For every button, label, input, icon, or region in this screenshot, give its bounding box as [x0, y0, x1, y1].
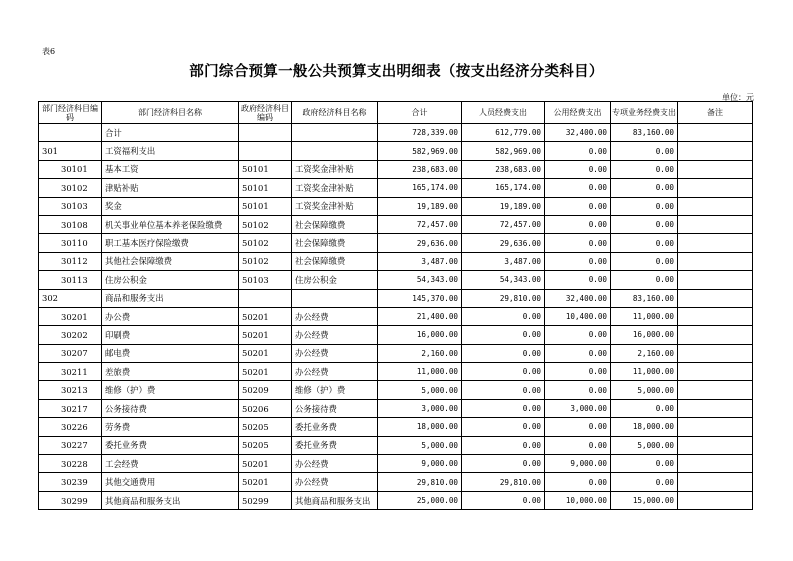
cell-note: [678, 455, 753, 473]
cell-personnel: 165,174.00: [462, 179, 545, 197]
cell-personnel: 582,969.00: [462, 142, 545, 160]
cell-public: 0.00: [545, 271, 611, 289]
cell-note: [678, 124, 753, 142]
cell-personnel: 54,343.00: [462, 271, 545, 289]
cell-personnel: 612,779.00: [462, 124, 545, 142]
cell-gov-code: 50103: [239, 271, 292, 289]
cell-gov-code: 50201: [239, 363, 292, 381]
cell-special: 0.00: [611, 160, 678, 178]
table-row: [39, 491, 753, 509]
cell-dept-name: 劳务费: [102, 418, 239, 436]
table-row: [39, 124, 753, 142]
cell-total: 3,487.00: [378, 252, 462, 270]
cell-gov-name: 办公经费: [292, 363, 378, 381]
cell-note: [678, 271, 753, 289]
cell-gov-name: 工资奖金津补贴: [292, 179, 378, 197]
cell-dept-name: 住房公积金: [102, 271, 239, 289]
cell-personnel: 3,487.00: [462, 252, 545, 270]
header-gov-code: 政府经济科目编码: [239, 102, 292, 124]
cell-dept-name: 公务接待费: [102, 399, 239, 417]
cell-special: 0.00: [611, 473, 678, 491]
cell-special: 0.00: [611, 179, 678, 197]
cell-total: 2,160.00: [378, 344, 462, 362]
table-row: [39, 326, 753, 344]
cell-note: [678, 399, 753, 417]
cell-total: 72,457.00: [378, 215, 462, 233]
cell-gov-name: 办公经费: [292, 455, 378, 473]
cell-dept-name: 工资福利支出: [102, 142, 239, 160]
cell-total: 145,370.00: [378, 289, 462, 307]
cell-personnel: 0.00: [462, 399, 545, 417]
cell-total: 9,000.00: [378, 455, 462, 473]
cell-gov-name: [292, 124, 378, 142]
cell-personnel: 0.00: [462, 363, 545, 381]
cell-gov-name: 委托业务费: [292, 436, 378, 454]
cell-dept-name: 维修（护）费: [102, 381, 239, 399]
cell-dept-name: 商品和服务支出: [102, 289, 239, 307]
header-total: 合计: [378, 102, 462, 124]
cell-dept-code: 30113: [39, 271, 102, 289]
cell-gov-code: 50205: [239, 418, 292, 436]
cell-total: 11,000.00: [378, 363, 462, 381]
cell-special: 0.00: [611, 399, 678, 417]
cell-special: 83,160.00: [611, 124, 678, 142]
cell-dept-code: 30201: [39, 307, 102, 325]
cell-total: 5,000.00: [378, 381, 462, 399]
table-row: [39, 271, 753, 289]
cell-special: 0.00: [611, 197, 678, 215]
cell-gov-name: 办公经费: [292, 473, 378, 491]
cell-gov-name: 维修（护）费: [292, 381, 378, 399]
cell-special: 15,000.00: [611, 491, 678, 509]
cell-public: 0.00: [545, 418, 611, 436]
cell-gov-code: 50101: [239, 197, 292, 215]
cell-dept-name: 职工基本医疗保险缴费: [102, 234, 239, 252]
unit-label: 单位：元: [722, 93, 754, 102]
cell-gov-code: 50299: [239, 491, 292, 509]
cell-personnel: 0.00: [462, 455, 545, 473]
cell-note: [678, 381, 753, 399]
cell-special: 18,000.00: [611, 418, 678, 436]
cell-public: 0.00: [545, 473, 611, 491]
cell-special: 2,160.00: [611, 344, 678, 362]
cell-gov-code: 50102: [239, 234, 292, 252]
cell-total: 19,189.00: [378, 197, 462, 215]
cell-gov-name: 社会保障缴费: [292, 215, 378, 233]
cell-total: 582,969.00: [378, 142, 462, 160]
cell-gov-name: 办公经费: [292, 326, 378, 344]
cell-personnel: 19,189.00: [462, 197, 545, 215]
cell-special: 0.00: [611, 234, 678, 252]
cell-special: 0.00: [611, 271, 678, 289]
cell-gov-code: 50102: [239, 215, 292, 233]
cell-total: 29,636.00: [378, 234, 462, 252]
cell-note: [678, 363, 753, 381]
cell-note: [678, 307, 753, 325]
cell-dept-code: 30101: [39, 160, 102, 178]
cell-total: 16,000.00: [378, 326, 462, 344]
cell-personnel: 29,810.00: [462, 473, 545, 491]
cell-public: 10,000.00: [545, 491, 611, 509]
cell-dept-name: 津贴补贴: [102, 179, 239, 197]
cell-dept-name: 其他社会保障缴费: [102, 252, 239, 270]
cell-total: 3,000.00: [378, 399, 462, 417]
cell-total: 165,174.00: [378, 179, 462, 197]
document-title: 部门综合预算一般公共预算支出明细表（按支出经济分类科目）: [189, 64, 604, 80]
table-row: [39, 307, 753, 325]
cell-public: 0.00: [545, 344, 611, 362]
cell-gov-name: 办公经费: [292, 307, 378, 325]
cell-gov-code: 50201: [239, 307, 292, 325]
cell-gov-code: 50201: [239, 455, 292, 473]
cell-dept-name: 工会经费: [102, 455, 239, 473]
cell-total: 238,683.00: [378, 160, 462, 178]
cell-personnel: 0.00: [462, 418, 545, 436]
cell-total: 54,343.00: [378, 271, 462, 289]
table-row: [39, 215, 753, 233]
table-row: [39, 436, 753, 454]
cell-dept-code: 30108: [39, 215, 102, 233]
table-row: [39, 289, 753, 307]
table-row: [39, 455, 753, 473]
cell-dept-name: 其他商品和服务支出: [102, 491, 239, 509]
cell-gov-code: 50102: [239, 252, 292, 270]
cell-public: 0.00: [545, 215, 611, 233]
cell-gov-code: [239, 289, 292, 307]
cell-special: 0.00: [611, 142, 678, 160]
cell-public: 10,400.00: [545, 307, 611, 325]
cell-special: 0.00: [611, 215, 678, 233]
cell-public: 0.00: [545, 363, 611, 381]
table-row: [39, 399, 753, 417]
cell-special: 83,160.00: [611, 289, 678, 307]
cell-dept-code: [39, 124, 102, 142]
cell-personnel: 0.00: [462, 491, 545, 509]
cell-note: [678, 289, 753, 307]
cell-note: [678, 215, 753, 233]
cell-gov-code: 50101: [239, 179, 292, 197]
cell-personnel: 0.00: [462, 344, 545, 362]
cell-special: 11,000.00: [611, 363, 678, 381]
cell-gov-code: 50209: [239, 381, 292, 399]
cell-note: [678, 179, 753, 197]
cell-dept-name: 委托业务费: [102, 436, 239, 454]
cell-total: 25,000.00: [378, 491, 462, 509]
cell-public: 32,400.00: [545, 289, 611, 307]
cell-gov-code: [239, 124, 292, 142]
cell-dept-code: 301: [39, 142, 102, 160]
cell-gov-code: 50205: [239, 436, 292, 454]
cell-personnel: 0.00: [462, 326, 545, 344]
table-row: [39, 473, 753, 491]
cell-note: [678, 436, 753, 454]
header-personnel: 人员经费支出: [462, 102, 545, 124]
table-row: [39, 160, 753, 178]
cell-dept-code: 30207: [39, 344, 102, 362]
table-row: [39, 197, 753, 215]
cell-dept-code: 30211: [39, 363, 102, 381]
cell-dept-name: 合计: [102, 124, 239, 142]
cell-personnel: 72,457.00: [462, 215, 545, 233]
cell-dept-name: 基本工资: [102, 160, 239, 178]
cell-dept-code: 30228: [39, 455, 102, 473]
cell-note: [678, 234, 753, 252]
cell-personnel: 0.00: [462, 381, 545, 399]
cell-public: 0.00: [545, 326, 611, 344]
cell-total: 29,810.00: [378, 473, 462, 491]
cell-gov-name: 社会保障缴费: [292, 252, 378, 270]
cell-dept-code: 30112: [39, 252, 102, 270]
cell-dept-code: 30217: [39, 399, 102, 417]
cell-personnel: 29,810.00: [462, 289, 545, 307]
header-dept-code: 部门经济科目编码: [39, 102, 102, 124]
cell-dept-name: 邮电费: [102, 344, 239, 362]
cell-special: 0.00: [611, 455, 678, 473]
cell-total: 21,400.00: [378, 307, 462, 325]
cell-total: 728,339.00: [378, 124, 462, 142]
cell-public: 9,000.00: [545, 455, 611, 473]
cell-dept-name: 差旅费: [102, 363, 239, 381]
cell-public: 32,400.00: [545, 124, 611, 142]
cell-public: 0.00: [545, 436, 611, 454]
cell-dept-code: 30239: [39, 473, 102, 491]
cell-public: 0.00: [545, 179, 611, 197]
header-row: [39, 102, 753, 124]
cell-note: [678, 473, 753, 491]
cell-public: 0.00: [545, 197, 611, 215]
table-row: [39, 234, 753, 252]
cell-public: 0.00: [545, 160, 611, 178]
table-row: [39, 381, 753, 399]
cell-gov-name: 社会保障缴费: [292, 234, 378, 252]
table-row: [39, 418, 753, 436]
table-number: 表6: [42, 47, 56, 56]
cell-gov-name: 其他商品和服务支出: [292, 491, 378, 509]
cell-note: [678, 197, 753, 215]
cell-dept-code: 302: [39, 289, 102, 307]
cell-gov-code: 50201: [239, 473, 292, 491]
cell-gov-code: [239, 142, 292, 160]
cell-public: 0.00: [545, 381, 611, 399]
cell-gov-name: [292, 142, 378, 160]
cell-dept-name: 其他交通费用: [102, 473, 239, 491]
cell-dept-name: 机关事业单位基本养老保险缴费: [102, 215, 239, 233]
cell-special: 5,000.00: [611, 436, 678, 454]
header-note: 备注: [678, 102, 753, 124]
cell-gov-name: 公务接待费: [292, 399, 378, 417]
cell-total: 18,000.00: [378, 418, 462, 436]
cell-personnel: 238,683.00: [462, 160, 545, 178]
cell-note: [678, 491, 753, 509]
cell-note: [678, 160, 753, 178]
table-row: [39, 142, 753, 160]
cell-note: [678, 326, 753, 344]
cell-dept-code: 30110: [39, 234, 102, 252]
cell-gov-code: 50206: [239, 399, 292, 417]
cell-public: 3,000.00: [545, 399, 611, 417]
cell-special: 0.00: [611, 252, 678, 270]
cell-gov-name: 委托业务费: [292, 418, 378, 436]
cell-gov-name: 办公经费: [292, 344, 378, 362]
cell-dept-code: 30226: [39, 418, 102, 436]
cell-public: 0.00: [545, 252, 611, 270]
cell-note: [678, 344, 753, 362]
cell-gov-name: [292, 289, 378, 307]
expenditure-table: [38, 101, 753, 510]
cell-dept-code: 30103: [39, 197, 102, 215]
table-row: [39, 252, 753, 270]
header-gov-name: 政府经济科目名称: [292, 102, 378, 124]
cell-dept-code: 30227: [39, 436, 102, 454]
cell-dept-name: 奖金: [102, 197, 239, 215]
cell-dept-name: 印刷费: [102, 326, 239, 344]
cell-gov-name: 住房公积金: [292, 271, 378, 289]
cell-special: 16,000.00: [611, 326, 678, 344]
cell-dept-code: 30213: [39, 381, 102, 399]
cell-note: [678, 142, 753, 160]
cell-note: [678, 418, 753, 436]
cell-note: [678, 252, 753, 270]
table-row: [39, 179, 753, 197]
cell-gov-code: 50101: [239, 160, 292, 178]
cell-special: 11,000.00: [611, 307, 678, 325]
cell-dept-code: 30102: [39, 179, 102, 197]
cell-gov-name: 工资奖金津补贴: [292, 160, 378, 178]
cell-personnel: 0.00: [462, 307, 545, 325]
cell-dept-name: 办公费: [102, 307, 239, 325]
cell-gov-code: 50201: [239, 344, 292, 362]
cell-special: 5,000.00: [611, 381, 678, 399]
cell-gov-name: 工资奖金津补贴: [292, 197, 378, 215]
cell-gov-code: 50201: [239, 326, 292, 344]
cell-dept-code: 30202: [39, 326, 102, 344]
cell-public: 0.00: [545, 234, 611, 252]
header-dept-name: 部门经济科目名称: [102, 102, 239, 124]
header-special: 专项业务经费支出: [611, 102, 678, 124]
cell-total: 5,000.00: [378, 436, 462, 454]
header-public: 公用经费支出: [545, 102, 611, 124]
table-row: [39, 363, 753, 381]
cell-dept-code: 30299: [39, 491, 102, 509]
cell-personnel: 29,636.00: [462, 234, 545, 252]
cell-public: 0.00: [545, 142, 611, 160]
table-row: [39, 344, 753, 362]
cell-personnel: 0.00: [462, 436, 545, 454]
